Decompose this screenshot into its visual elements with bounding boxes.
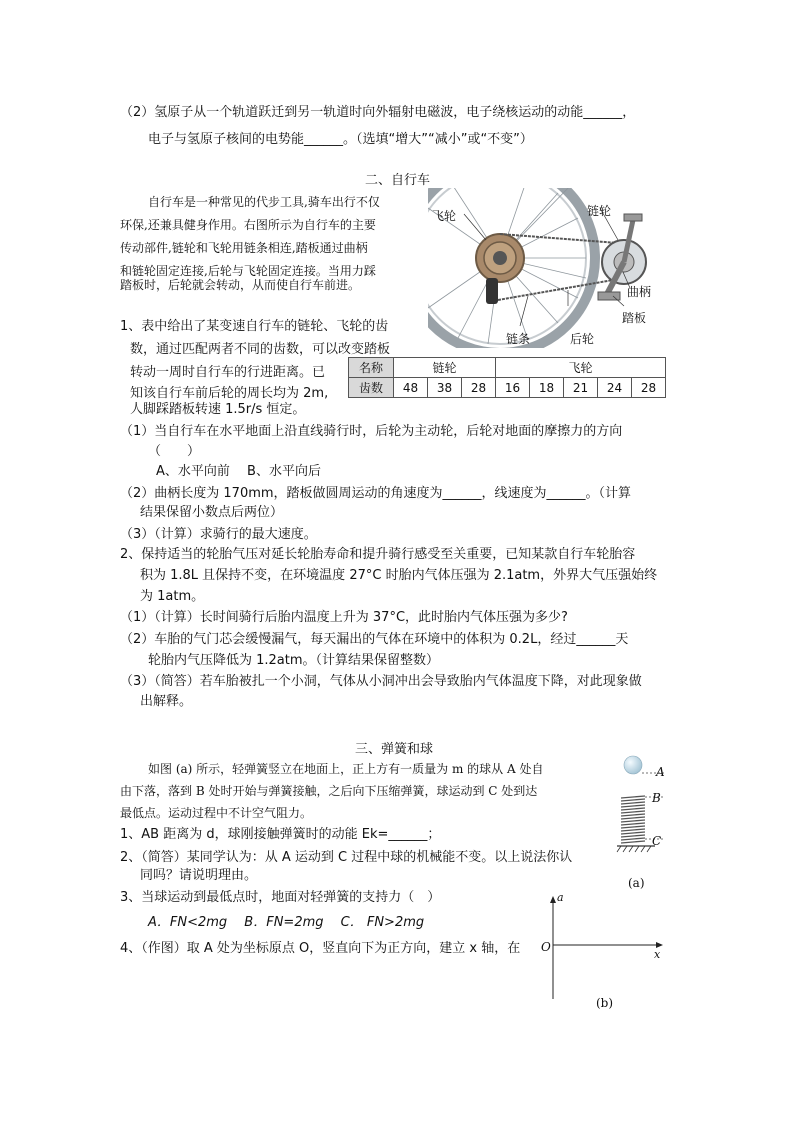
flywheel-teeth-cell: 21 [564, 378, 598, 398]
label-rear-wheel: 后轮 [570, 332, 595, 346]
point-label-b: B [652, 791, 661, 805]
s3-q4: 4、（作图）取 A 处为坐标原点 O，竖直向下为正方向，建立 x 轴，在 [120, 941, 521, 956]
spring-ball-figure [615, 752, 675, 862]
label-crank: 曲柄 [627, 285, 652, 299]
s3-q2: 2、（简答）某同学认为：从 A 运动到 C 过程中球的机械能不变。以上说法你认 [120, 850, 573, 865]
s3-intro-line: 由下落，落到 B 处时开始与弹簧接触，之后向下压缩弹簧，球运动到 C 处到达 [120, 784, 538, 798]
label-flywheel: 飞轮 [432, 209, 457, 223]
q2-line: 积为 1.8L 且保持不变，在环境温度 27°C 时胎内气体压强为 2.1atm，外界大气压强始终 [140, 568, 658, 583]
q2-sub1: （1）（计算）长时间骑行后胎内温度上升为 37°C，此时胎内气体压强为多少? [120, 610, 568, 625]
table-row-label-teeth: 齿数 [349, 378, 394, 398]
intro-line: 自行车是一种常见的代步工具,骑车出行不仅 [148, 195, 380, 209]
q1-sub3: （3）（计算）求骑行的最大速度。 [120, 527, 317, 542]
q1-line: 转动一周时自行车的行进距离。已 [130, 365, 326, 380]
q2-sub2-cont: 轮胎内气压降低为 1.2atm。（计算结果保留整数） [148, 653, 440, 668]
top-question-line2: 电子与氢原子核间的电势能______。（选填“增大”“减小”或“不变”） [148, 132, 533, 147]
chainring-teeth-cell: 38 [428, 378, 462, 398]
figure-caption-b: (b) [596, 996, 614, 1010]
q1-line: 知该自行车前后轮的周长均为 2m, [130, 386, 329, 401]
q2-sub3: （3）（简答）若车胎被扎一个小洞，气体从小洞冲出会导致胎内气体温度下降，对此现象做 [120, 674, 642, 689]
figure-caption-a: (a) [628, 876, 645, 890]
point-label-a: A [656, 765, 665, 779]
section-title-bicycle: 二、自行车 [365, 173, 431, 188]
table-header-name: 名称 [349, 358, 394, 378]
q2-sub3-cont: 出解释。 [140, 694, 193, 709]
origin-label-o: O [541, 940, 551, 954]
q2-line: 2、保持适当的轮胎气压对延长轮胎寿命和提升骑行感受至关重要，已知某款自行车轮胎容 [120, 547, 636, 562]
label-chain: 链条 [506, 332, 531, 346]
q1-sub1-bracket: （ ） [148, 444, 201, 459]
s3-q3-options: A．FN<2mg B．FN=2mg C． FN>2mg [148, 915, 425, 930]
q1-sub2: （2）曲柄长度为 170mm，踏板做圆周运动的角速度为______，线速度为______。（计算 [120, 486, 632, 501]
table-header-chainring: 链轮 [394, 358, 496, 378]
axis-label-x: x [654, 948, 661, 961]
s3-q2-cont: 同吗？请说明理由。 [140, 868, 258, 883]
flywheel-teeth-cell: 24 [598, 378, 632, 398]
intro-line: 传动部件,链轮和飞轮用链条相连,踏板通过曲柄 [120, 241, 368, 255]
q1-line: 数，通过匹配两者不同的齿数，可以改变踏板 [130, 342, 391, 357]
point-label-c: C [652, 834, 662, 848]
flywheel-teeth-cell: 18 [530, 378, 564, 398]
q1-sub1: （1）当自行车在水平地面上沿直线骑行时，后轮为主动轮，后轮对地面的摩擦力的方向 [120, 424, 623, 439]
s3-q3: 3、当球运动到最低点时，地面对轻弹簧的支持力（ ） [120, 890, 441, 905]
q1-sub1-options: A、水平向前 B、水平向后 [156, 464, 321, 479]
chainring-teeth-cell: 28 [462, 378, 496, 398]
top-question-line1: （2）氢原子从一个轨道跃迁到另一轨道时向外辐射电磁波，电子绕核运动的动能______， [120, 105, 636, 120]
axis-label-a: a [557, 891, 564, 904]
label-pedal: 踏板 [622, 311, 647, 325]
label-chainring: 链轮 [587, 204, 612, 218]
q2-line: 为 1atm。 [140, 589, 205, 604]
intro-line: 踏板时，后轮就会转动，从而使自行车前进。 [120, 278, 361, 292]
acceleration-axes-figure [546, 895, 666, 1001]
gear-teeth-table [348, 357, 666, 398]
s3-q1: 1、AB 距离为 d，球刚接触弹簧时的动能 Ek=______； [120, 827, 441, 842]
intro-line: 环保,还兼具健身作用。右图所示为自行车的主要 [120, 218, 376, 232]
q1-line: 1、表中给出了某变速自行车的链轮、飞轮的齿 [120, 319, 389, 334]
intro-line: 和链轮固定连接,后轮与飞轮固定连接。当用力踩 [120, 264, 376, 278]
s3-intro-line: 最低点。运动过程中不计空气阻力。 [120, 806, 313, 820]
chainring-teeth-cell: 48 [394, 378, 428, 398]
s3-intro-line: 如图 (a) 所示，轻弹簧竖立在地面上，正上方有一质量为 m 的球从 A 处自 [148, 762, 544, 776]
q1-line: 人脚踩踏板转速 1.5r/s 恒定。 [130, 402, 306, 417]
flywheel-teeth-cell: 16 [496, 378, 530, 398]
q1-sub2-cont: 结果保留小数点后两位） [140, 505, 284, 520]
q2-sub2: （2）车胎的气门芯会缓慢漏气，每天漏出的气体在环境中的体积为 0.2L，经过______天 [120, 632, 629, 647]
table-header-flywheel: 飞轮 [496, 358, 666, 378]
flywheel-teeth-cell: 28 [632, 378, 666, 398]
section-title-spring-ball: 三、弹簧和球 [355, 742, 434, 757]
